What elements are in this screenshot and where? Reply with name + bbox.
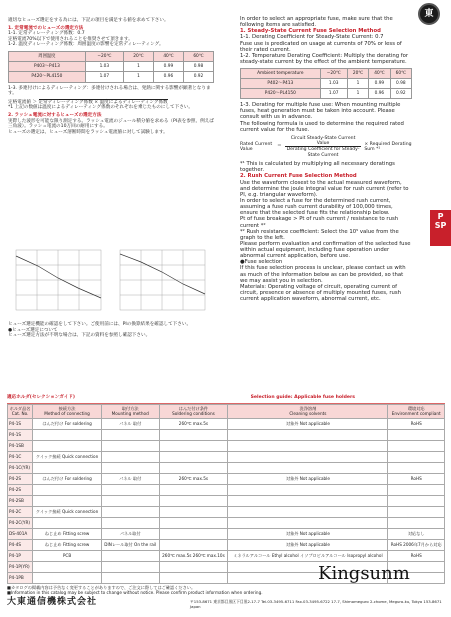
- table-cell: P4-2SB: [8, 495, 33, 506]
- section-tab: P SP: [430, 210, 451, 246]
- jp-intro: 適切なヒューズ選定をする為には、下記の項目を満足する値を求めて下さい。: [8, 18, 169, 23]
- table-cell: P4-1SB: [8, 440, 33, 451]
- graph-right: [120, 250, 205, 310]
- jp-heading-2: 2. ラッシュ電流に対するヒューズの選定方法: [8, 113, 102, 119]
- table-cell: はんだ付け For soldering: [33, 418, 102, 429]
- table-cell: [159, 484, 228, 495]
- th: 取付方法 Mounting method: [101, 404, 159, 418]
- en-intro: In order to select an appropriate fuse, make sure that the following items are satisfied.: [240, 16, 393, 29]
- en-temp-table: [240, 68, 412, 99]
- td: 0.92: [390, 89, 411, 99]
- jp-sub-2: 1-2. 温度ディレーティング係数：周囲温度の影響を定常ディレーティング。: [8, 42, 164, 48]
- table-cell: P4-2C: [8, 506, 33, 517]
- table-cell: 対象外 Not applicable: [228, 418, 388, 429]
- table-cell: [159, 528, 228, 539]
- table-cell: [159, 561, 228, 572]
- table-cell: P4-1C(YR): [8, 462, 33, 473]
- table-cell: [159, 517, 228, 528]
- td: 1.03: [85, 62, 123, 72]
- table-cell: [388, 462, 445, 473]
- table-cell: [228, 517, 388, 528]
- table-cell: [388, 429, 445, 440]
- table-cell: [228, 506, 388, 517]
- holder-section: [7, 395, 445, 584]
- jp-para-5: ヒューズ選定機能の確認をして下さい。ご使用前には、PIの換算結果を確認して下さい。: [8, 322, 192, 327]
- en-heading-2: 2. Rush Current Fuse Selection Method: [240, 173, 357, 180]
- jp-column: [8, 18, 214, 135]
- jp-para-2: 1-3. 多連付けによるディレーティング：多連付けされる場合は、発熱に関する影響が顕著となります。: [8, 85, 211, 97]
- td: 1: [347, 89, 368, 99]
- table-row: [8, 440, 445, 451]
- jp-para-4: ヒューズの選定は、ヒューズ溶断時間をラッシュ電流値に対して試験します。: [8, 129, 168, 135]
- en-note-2: *² Rush resistance coefficient: Select the 10⁵ value from the graph to the left.: [240, 228, 399, 241]
- table-cell: [101, 495, 159, 506]
- table-row: [8, 506, 445, 517]
- table-cell: [159, 572, 228, 583]
- footnote-en: ■Information in this catalog may be subject to change without notice. Please confirm product information when ordering.: [7, 590, 263, 596]
- table-cell: [159, 451, 228, 462]
- table-cell: [33, 572, 102, 583]
- table-cell: [33, 429, 102, 440]
- table-cell: クイック接続 Quick connection: [33, 506, 102, 517]
- table-cell: パネル 取付: [101, 418, 159, 429]
- table-cell: [388, 517, 445, 528]
- th: 接続方法 Method of connecting: [33, 404, 102, 418]
- table-cell: P4-1S: [8, 418, 33, 429]
- holder-header-row: [8, 404, 445, 418]
- jp-para-6: ●ヒューズ選定について: [8, 327, 58, 333]
- table-cell: [159, 429, 228, 440]
- en-para-8: Please perform evaluation and confirmation of the selected fuse within actual equipment, including fuse operation under abnormal current application, before use.: [240, 240, 411, 260]
- th: 周囲温度: [9, 51, 86, 61]
- td: 1.07: [320, 89, 347, 99]
- table-cell: PCB: [33, 550, 102, 561]
- table-cell: ねじ止め Fitting screw: [33, 539, 102, 550]
- table-cell: P4-1S: [8, 429, 33, 440]
- formula-fraction: Circuit Steady-State Current Value Derating Coefficient for Steady-State Current: [286, 135, 360, 158]
- company-name: 大東通信機株式会社: [7, 597, 98, 607]
- company-logo: 東: [418, 3, 440, 25]
- table-row: [8, 462, 445, 473]
- table-cell: [33, 462, 102, 473]
- jp-temp-table: [8, 51, 214, 83]
- en-column: [240, 16, 412, 302]
- td: P420〜PL4150: [9, 72, 86, 82]
- td: 0.98: [390, 79, 411, 89]
- table-cell: P4-1PB: [8, 572, 33, 583]
- table-cell: [33, 440, 102, 451]
- table-cell: [228, 484, 388, 495]
- en-para-1: Fuse use is predicated on usage at currents of 70% or less of their rated current.: [240, 40, 402, 53]
- table-cell: 対象外 Not applicable: [228, 528, 388, 539]
- table-cell: 260℃ max.5s 260℃ max.10s: [159, 550, 228, 561]
- table-cell: [33, 561, 102, 572]
- table-row: [8, 528, 445, 539]
- td: P420〜PL4150: [241, 89, 321, 99]
- table-cell: パネル 取付: [101, 473, 159, 484]
- table-row: [8, 429, 445, 440]
- td: 0.96: [153, 72, 183, 82]
- table-cell: RoHS: [388, 550, 445, 561]
- formula-lhs: Rated Current Value: [240, 141, 273, 152]
- table-cell: P4-1C: [8, 451, 33, 462]
- en-para-6: In order to select a fuse for the determined rush current, assuming a fuse rush current durability of 100,000 times, ensure that the selected fuse fits the relationship below.: [240, 197, 393, 217]
- table-cell: DS-401A: [8, 528, 33, 539]
- table-cell: [159, 462, 228, 473]
- table-cell: RoHS 2006年7月から対応: [388, 539, 445, 550]
- table-cell: 260℃ max.5s: [159, 418, 228, 429]
- footnotes: [7, 585, 445, 595]
- table-cell: [33, 484, 102, 495]
- holder-title-en: Selection guide: Applicable fuse holders: [250, 395, 355, 400]
- holder-title-jp: 適応ホルダ(セレクションガイド): [7, 395, 76, 400]
- table-cell: [228, 451, 388, 462]
- table-cell: [159, 506, 228, 517]
- td: 0.99: [153, 62, 183, 72]
- th: 60℃: [390, 69, 411, 79]
- table-cell: はんだ付け For soldering: [33, 473, 102, 484]
- en-para-4: The following formula is used to determine the required rated current value for the fuse.: [240, 120, 404, 133]
- curve-left: [16, 256, 101, 298]
- td: 1.03: [320, 79, 347, 89]
- table-cell: [101, 462, 159, 473]
- td: P403〜P413: [9, 62, 86, 72]
- table-cell: [228, 429, 388, 440]
- td: P402〜P413: [241, 79, 321, 89]
- en-sub-1: 1-1. Derating Coefficient for Steady-State Current: 0.7: [240, 34, 384, 41]
- table-cell: [101, 517, 159, 528]
- table-cell: [159, 440, 228, 451]
- table-cell: ねじ止め Fitting screw: [33, 528, 102, 539]
- td: 0.92: [183, 72, 213, 82]
- company-address: 〒153-8671 東京都目黒区下目黒2-17-7 Tel.03-3495-6711 Fax.03-3495-6722 17-7, Shimomeguro 2-chome, Meguro-ku, Tokyo 153-8671 Japan: [190, 599, 442, 609]
- table-cell: 対象外 Not applicable: [228, 539, 388, 550]
- table-row: [8, 495, 445, 506]
- jp-formula: 定格電流値 ＞ 定常ディレーティング係数 × 温度によるディレーティング係数: [8, 99, 168, 105]
- table-row: [8, 484, 445, 495]
- td: 1: [123, 62, 153, 72]
- table-cell: DINレール取付 On the rail: [101, 539, 159, 550]
- footnote-jp: ■カタログの掲載内容は予告なく変更することがありますので、ご注文に際してはご確認ください。: [7, 585, 196, 590]
- table-cell: [101, 429, 159, 440]
- table-cell: P4-2S: [8, 484, 33, 495]
- table-cell: 260℃ max.5s: [159, 473, 228, 484]
- th: 環境対応 Environment compliant: [388, 404, 445, 418]
- table-cell: [101, 561, 159, 572]
- formula-tail: × Required Derating Sum *¹: [364, 141, 412, 152]
- jp-column-lower: [8, 322, 214, 339]
- th: 40℃: [369, 69, 390, 79]
- en-sub-2: 1-2. Temperature Derating Coefficient: Multiply the derating for steady-state current by the effect of the ambient temperature.: [240, 52, 409, 65]
- table-row: [8, 550, 445, 561]
- th: 20℃: [123, 51, 153, 61]
- en-para-11: Materials: Operating voltage of circuit, operating current of circuit, presence or absence of multiply mounted fuses, rush current application waveform, abnormal current, etc.: [240, 283, 401, 303]
- table-cell: ミネラルアルコール Ethyl alcohol イソプロピルアルコール Isopropyl alcohol: [228, 550, 388, 561]
- jp-note-1: *1 上記の数値は温度によるディレーティング係数のそれぞれを乗じたものにして下さい。: [8, 105, 194, 111]
- table-row: [8, 539, 445, 550]
- table-cell: [101, 484, 159, 495]
- th: ホルダ品名 Cat. No.: [8, 404, 33, 418]
- table-cell: RoHS: [388, 418, 445, 429]
- table-cell: クイック接続 Quick connection: [33, 451, 102, 462]
- table-cell: P4-2S: [8, 473, 33, 484]
- en-para-10: If this fuse selection process is unclear, please contact us with as much of the information below as can be provided, so that we may assist you in selection.: [240, 265, 406, 284]
- table-cell: P4-2C(YR): [8, 517, 33, 528]
- th: 20℃: [347, 69, 368, 79]
- table-cell: [33, 517, 102, 528]
- table-cell: [388, 484, 445, 495]
- table-cell: パネル取付: [101, 528, 159, 539]
- curve-right: [120, 254, 205, 294]
- table-cell: [159, 539, 228, 550]
- en-para-3: 1-3. Derating for multiple fuse use: When mounting multiple fuses, heat generation must be taken into account. Please consult with us in advance.: [240, 102, 401, 121]
- holder-table: [7, 404, 445, 584]
- en-para-9: ●Fuse selection: [240, 259, 283, 266]
- th: はんだ付け条件 Soldering conditions: [159, 404, 228, 418]
- jp-para-1: 定格電流70%以下で使用されることを推奨させて頂きます。: [8, 36, 133, 42]
- table-cell: 対応なし: [388, 528, 445, 539]
- table-cell: [101, 506, 159, 517]
- td: 1: [347, 79, 368, 89]
- td: 0.96: [369, 89, 390, 99]
- th: Ambient temperature: [241, 69, 321, 79]
- table-cell: [101, 572, 159, 583]
- th: −20℃: [85, 51, 123, 61]
- table-cell: RoHS: [388, 473, 445, 484]
- table-row: [8, 517, 445, 528]
- en-note: *¹ This is calculated by multiplying all necessary deratings together.: [240, 161, 395, 174]
- en-para-5: Use the waveform closest to the actual measured waveform, and determine the joule integral value for rush current (refer to PI, e.g. triangular waveform).: [240, 179, 409, 198]
- th: 60℃: [183, 51, 213, 61]
- graph-left: [16, 250, 101, 310]
- table-cell: [159, 495, 228, 506]
- table-cell: 対象外 Not applicable: [228, 473, 388, 484]
- table-cell: P4-1P(YR): [8, 561, 33, 572]
- td: 1: [123, 72, 153, 82]
- table-row: [8, 418, 445, 429]
- table-cell: [388, 495, 445, 506]
- table-cell: [101, 440, 159, 451]
- en-para-7: Pt of fuse breakage > Pt of rush current / resistance to rush current *²: [240, 216, 399, 229]
- th: 洗浄溶剤 Cleaning solvents: [228, 404, 388, 418]
- jp-para-3: 実際した波形を可能な限り測定する。ラッシュ電流のジュール積分値を求める（PI表を参照、例えば三角波）。ラッシュ電流の10万回の耐用にする。: [8, 118, 214, 130]
- jp-para-7: ヒューズ選定方法が不明な場合は、下記の資料を参照し確認下さい。: [8, 333, 151, 339]
- table-cell: [101, 451, 159, 462]
- table-cell: [228, 440, 388, 451]
- table-cell: P4-4S: [8, 539, 33, 550]
- watermark: Kingsunm: [318, 563, 410, 584]
- th: 40℃: [153, 51, 183, 61]
- table-cell: [228, 495, 388, 506]
- td: 0.98: [183, 62, 213, 72]
- jp-sub-1: 1-1. 定常ディレーティング係数：0.7: [8, 31, 85, 37]
- table-cell: P4-1P: [8, 550, 33, 561]
- en-formula: Rated Current Value ＝ Circuit Steady-State Current Value Derating Coefficient for Steady-State Current × Required Derating Sum *¹: [240, 135, 412, 158]
- td: 1.07: [85, 72, 123, 82]
- table-cell: [388, 451, 445, 462]
- rush-resistance-graphs: [8, 248, 213, 318]
- table-cell: [33, 495, 102, 506]
- table-cell: [388, 506, 445, 517]
- table-cell: [228, 462, 388, 473]
- table-cell: [388, 440, 445, 451]
- table-row: [8, 451, 445, 462]
- jp-heading-1: 1. 定常電流でのヒューズの選定方法: [8, 25, 84, 31]
- table-row: [8, 473, 445, 484]
- td: 0.99: [369, 79, 390, 89]
- en-heading-1: 1. Steady-State Current Fuse Selection Method: [240, 28, 381, 35]
- table-cell: [101, 550, 159, 561]
- th: −20℃: [320, 69, 347, 79]
